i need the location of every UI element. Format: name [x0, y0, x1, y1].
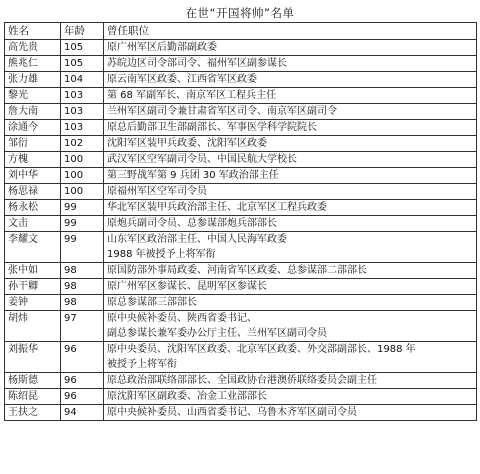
table-row	[5, 295, 477, 311]
post-line: 原广州军区后勤部副政委	[107, 42, 217, 53]
cell-name: 邹衍	[5, 136, 61, 152]
cell-name: 杨斯德	[5, 373, 61, 389]
table-row	[5, 184, 477, 200]
cell-name: 詹大南	[5, 104, 61, 120]
post-line: 沈阳军区装甲兵政委、沈阳军区政委	[107, 138, 267, 149]
table-row	[5, 200, 477, 216]
post-line: 原沈阳军区副政委、冶金工业部部长	[107, 391, 267, 402]
table-row	[5, 216, 477, 232]
table-row	[5, 104, 477, 120]
post-line: 原总后勤部卫生部副部长、军事医学科学院院长	[107, 122, 317, 133]
table-row	[5, 342, 477, 373]
cell-age: 104	[61, 72, 104, 88]
cell-age: 100	[61, 184, 104, 200]
column-header-age: 年龄	[61, 23, 104, 40]
column-header-posts: 曾任职位	[104, 23, 477, 40]
table-row	[5, 72, 477, 88]
cell-name: 黎光	[5, 88, 61, 104]
cell-name: 王扶之	[5, 405, 61, 421]
post-line: 原国防部外事局政委、河南省军区政委、总参谋部二部部长	[107, 265, 367, 276]
cell-name: 李耀文	[5, 232, 61, 263]
post-line: 第 68 军副军长、南京军区工程兵主任	[107, 90, 277, 101]
cell-name: 张力雄	[5, 72, 61, 88]
cell-name: 陈绍昆	[5, 389, 61, 405]
cell-name: 姜钟	[5, 295, 61, 311]
table-title: 在世“开国将帅”名单	[185, 6, 295, 20]
header-row	[5, 23, 477, 40]
post-line: 苏皖边区司令部司令、福州军区副参谋长	[107, 58, 287, 69]
cell-name: 刘振华	[5, 342, 61, 373]
cell-age: 103	[61, 120, 104, 136]
cell-posts	[104, 405, 477, 421]
table-row	[5, 389, 477, 405]
post-line: 被授予上将军衔	[107, 359, 177, 370]
table-row	[5, 279, 477, 295]
post-line: 兰州军区副司令兼甘肃省军区司令、南京军区副司令	[107, 106, 337, 117]
post-line: 原中央委员、沈阳军区政委、北京军区政委、外交部副部长、1988 年	[107, 344, 416, 355]
table-row	[5, 168, 477, 184]
cell-age: 100	[61, 152, 104, 168]
cell-posts	[104, 184, 477, 200]
post-line: 原广州军区参谋长、昆明军区参谋长	[107, 281, 267, 292]
cell-posts	[104, 168, 477, 184]
cell-age: 96	[61, 373, 104, 389]
cell-posts	[104, 72, 477, 88]
table-row	[5, 136, 477, 152]
table-row	[5, 152, 477, 168]
cell-posts	[104, 279, 477, 295]
cell-name: 张中如	[5, 263, 61, 279]
cell-posts	[104, 152, 477, 168]
table-row	[5, 311, 477, 342]
table-row	[5, 88, 477, 104]
cell-name: 高先贵	[5, 40, 61, 56]
cell-name: 胡炜	[5, 311, 61, 342]
post-line: 原中央候补委员、陕西省委书记、	[107, 313, 257, 324]
post-line: 副总参谋长兼军委办公厅主任、兰州军区副司令员	[107, 328, 327, 339]
post-line: 原中央候补委员、山西省委书记、乌鲁木齐军区副司令员	[107, 407, 357, 418]
cell-age: 98	[61, 279, 104, 295]
cell-posts	[104, 232, 477, 263]
cell-name: 刘中华	[5, 168, 61, 184]
cell-posts	[104, 56, 477, 72]
cell-posts	[104, 373, 477, 389]
cell-age: 97	[61, 311, 104, 342]
cell-posts	[104, 120, 477, 136]
cell-age: 105	[61, 40, 104, 56]
post-line: 原福州军区空军司令员	[107, 186, 207, 197]
cell-posts	[104, 295, 477, 311]
cell-age: 99	[61, 216, 104, 232]
post-line: 原总参谋部三部部长	[107, 297, 197, 308]
cell-posts	[104, 136, 477, 152]
table-row	[5, 56, 477, 72]
cell-age: 99	[61, 200, 104, 216]
table-row	[5, 120, 477, 136]
cell-age: 103	[61, 104, 104, 120]
cell-age: 99	[61, 232, 104, 263]
roster-table	[4, 22, 477, 421]
column-header-name: 姓名	[5, 23, 61, 40]
post-line: 华北军区装甲兵政治部主任、北京军区工程兵政委	[107, 202, 327, 213]
table-row	[5, 405, 477, 421]
cell-age: 100	[61, 168, 104, 184]
cell-posts	[104, 104, 477, 120]
cell-name: 熊兆仁	[5, 56, 61, 72]
post-line: 武汉军区空军副司令员、中国民航大学校长	[107, 154, 297, 165]
table-row	[5, 40, 477, 56]
post-line: 原云南军区政委、江西省军区政委	[107, 74, 257, 85]
cell-posts	[104, 311, 477, 342]
post-line: 原总政治部联络部部长、全国政协台港澳侨联络委员会副主任	[107, 375, 377, 386]
cell-posts	[104, 40, 477, 56]
post-line: 第三野战军第 9 兵团 30 军政治部主任	[107, 170, 279, 181]
cell-name: 孙干卿	[5, 279, 61, 295]
table-row	[5, 373, 477, 389]
roster-body	[5, 40, 477, 421]
cell-posts	[104, 216, 477, 232]
table-row	[5, 263, 477, 279]
cell-age: 94	[61, 405, 104, 421]
cell-age: 96	[61, 342, 104, 373]
cell-posts	[104, 88, 477, 104]
cell-name: 涂通今	[5, 120, 61, 136]
cell-name: 杨思禄	[5, 184, 61, 200]
post-line: 原炮兵副司令员、总参谋部炮兵部部长	[107, 218, 277, 229]
cell-name: 杨永松	[5, 200, 61, 216]
table-row	[5, 232, 477, 263]
cell-age: 98	[61, 263, 104, 279]
post-line: 山东军区政治部主任、中国人民海军政委	[107, 234, 287, 245]
cell-age: 96	[61, 389, 104, 405]
cell-posts	[104, 263, 477, 279]
cell-age: 98	[61, 295, 104, 311]
cell-posts	[104, 389, 477, 405]
cell-posts	[104, 342, 477, 373]
cell-name: 文击	[5, 216, 61, 232]
cell-name: 方槐	[5, 152, 61, 168]
post-line: 1988 年被授予上将军衔	[107, 249, 216, 260]
cell-age: 102	[61, 136, 104, 152]
cell-age: 105	[61, 56, 104, 72]
cell-age: 103	[61, 88, 104, 104]
cell-posts	[104, 200, 477, 216]
